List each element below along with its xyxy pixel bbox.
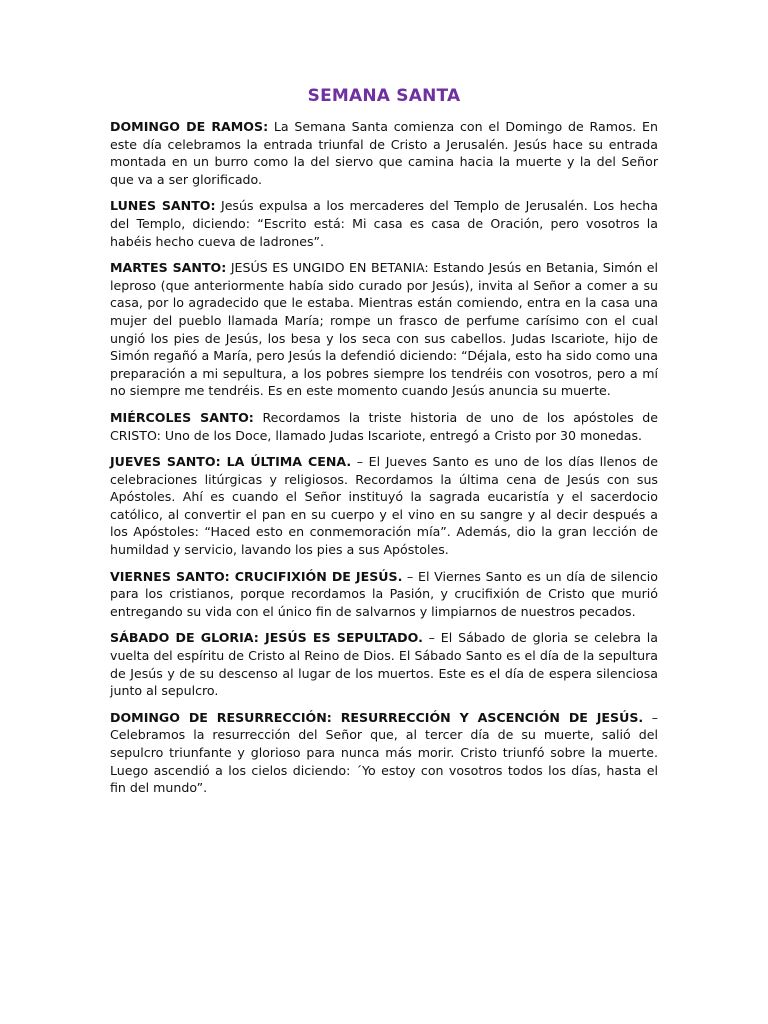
section-heading: DOMINGO DE RESURRECCIÓN: RESURRECCIÓN Y ASCENCIÓN DE JESÚS. xyxy=(110,709,644,725)
section-sabado-de-gloria xyxy=(110,629,658,699)
section-heading: LUNES SANTO: xyxy=(110,198,216,214)
section-heading: MIÉRCOLES SANTO: xyxy=(110,409,254,425)
section-body: – El Jueves Santo es uno de los días llenos de celebraciones litúrgicas y religiosos. Recordamos la última cena de Jesús con sus Apóstoles. Ahí es cuando el Señor instituyó la sagrada eucaristía y el sacerdocio católico, al convertir el pan en su cuerpo y el vino en su sangre y al decir después a los Apóstoles: “Haced esto en conmemoración mía”. Además, dio la gran lección de humildad y servicio, lavando los pies a sus Apóstoles. xyxy=(110,454,658,558)
section-jueves-santo xyxy=(110,453,658,559)
section-domingo-de-ramos xyxy=(110,118,658,188)
section-body: – El Sábado de gloria se celebra la vuelta del espíritu de Cristo al Reino de Dios. El Sábado Santo es el día de la sepultura de Jesús y de su descenso al lugar de los muertos. Este es el día de espera silenciosa junto al sepulcro. xyxy=(110,630,658,699)
section-martes-santo xyxy=(110,259,658,400)
section-body: Jesús expulsa a los mercaderes del Templo de Jerusalén. Los hecha del Templo, diciendo: “Escrito está: Mi casa es casa de Oración, pero vosotros la habéis hecho cueva de ladrones”. xyxy=(110,198,658,249)
section-body: – El Viernes Santo es un día de silencio para los cristianos, porque recordamos la Pasión, y crucifixión de Cristo que murió entregando su vida con el único fin de salvarnos y limpiarnos de nuestros pecados. xyxy=(110,568,658,619)
section-heading: DOMINGO DE RAMOS: xyxy=(110,119,269,134)
section-body: Recordamos la triste historia de uno de los apóstoles de CRISTO: Uno de los Doce, llamado Judas Iscariote, entregó a Cristo por 30 monedas. xyxy=(110,409,658,443)
section-lunes-santo xyxy=(110,197,658,250)
section-body: JESÚS ES UNGIDO EN BETANIA: Estando Jesús en Betania, Simón el leproso (que anteriormente había sido curado por Jesús), invita al Señor a comer a su casa, por lo agradecido que le estaba. Mientras están comiendo, entra en la casa una mujer del pueblo llamada María; rompe un frasco de perfume carísimo con el cual ungió los pies de Jesús, los besa y los seca con sus cabellos. Judas Iscariote, hijo de Simón regañó a María, pero Jesús la defendió diciendo: “Déjala, esto ha sido como una preparación a mi sepultura, a los pobres siempre los tendréis con vosotros, pero a mí no siempre me tendréis. Es en este momento cuando Jesús anuncia su muerte. xyxy=(110,260,658,399)
section-body: La Semana Santa comienza con el Domingo de Ramos. En este día celebramos la entrada triunfal de Cristo a Jerusalén. Jesús hace su entrada montada en un burro como la del siervo que camina hacia la muerte y la del Señor que va a ser glorificado. xyxy=(110,119,658,187)
page-title: SEMANA SANTA xyxy=(307,86,461,106)
section-body: – Celebramos la resurrección del Señor que, al tercer día de su muerte, salió del sepulcro triunfante y glorioso para nunca más morir. Cristo triunfó sobre la muerte. Luego ascendió a los cielos diciendo: ´Yo estoy con vosotros todos los días, hasta el fin del mundo”. xyxy=(110,709,658,796)
section-heading: SÁBADO DE GLORIA: JESÚS ES SEPULTADO. xyxy=(110,630,423,646)
section-domingo-de-resurreccion xyxy=(110,709,658,797)
section-heading: VIERNES SANTO: CRUCIFIXIÓN DE JESÚS. xyxy=(110,568,403,584)
section-miercoles-santo xyxy=(110,409,658,444)
section-viernes-santo xyxy=(110,568,658,621)
section-heading: MARTES SANTO: xyxy=(110,260,227,276)
section-heading: JUEVES SANTO: LA ÚLTIMA CENA. xyxy=(110,454,352,470)
document-page xyxy=(110,86,658,806)
